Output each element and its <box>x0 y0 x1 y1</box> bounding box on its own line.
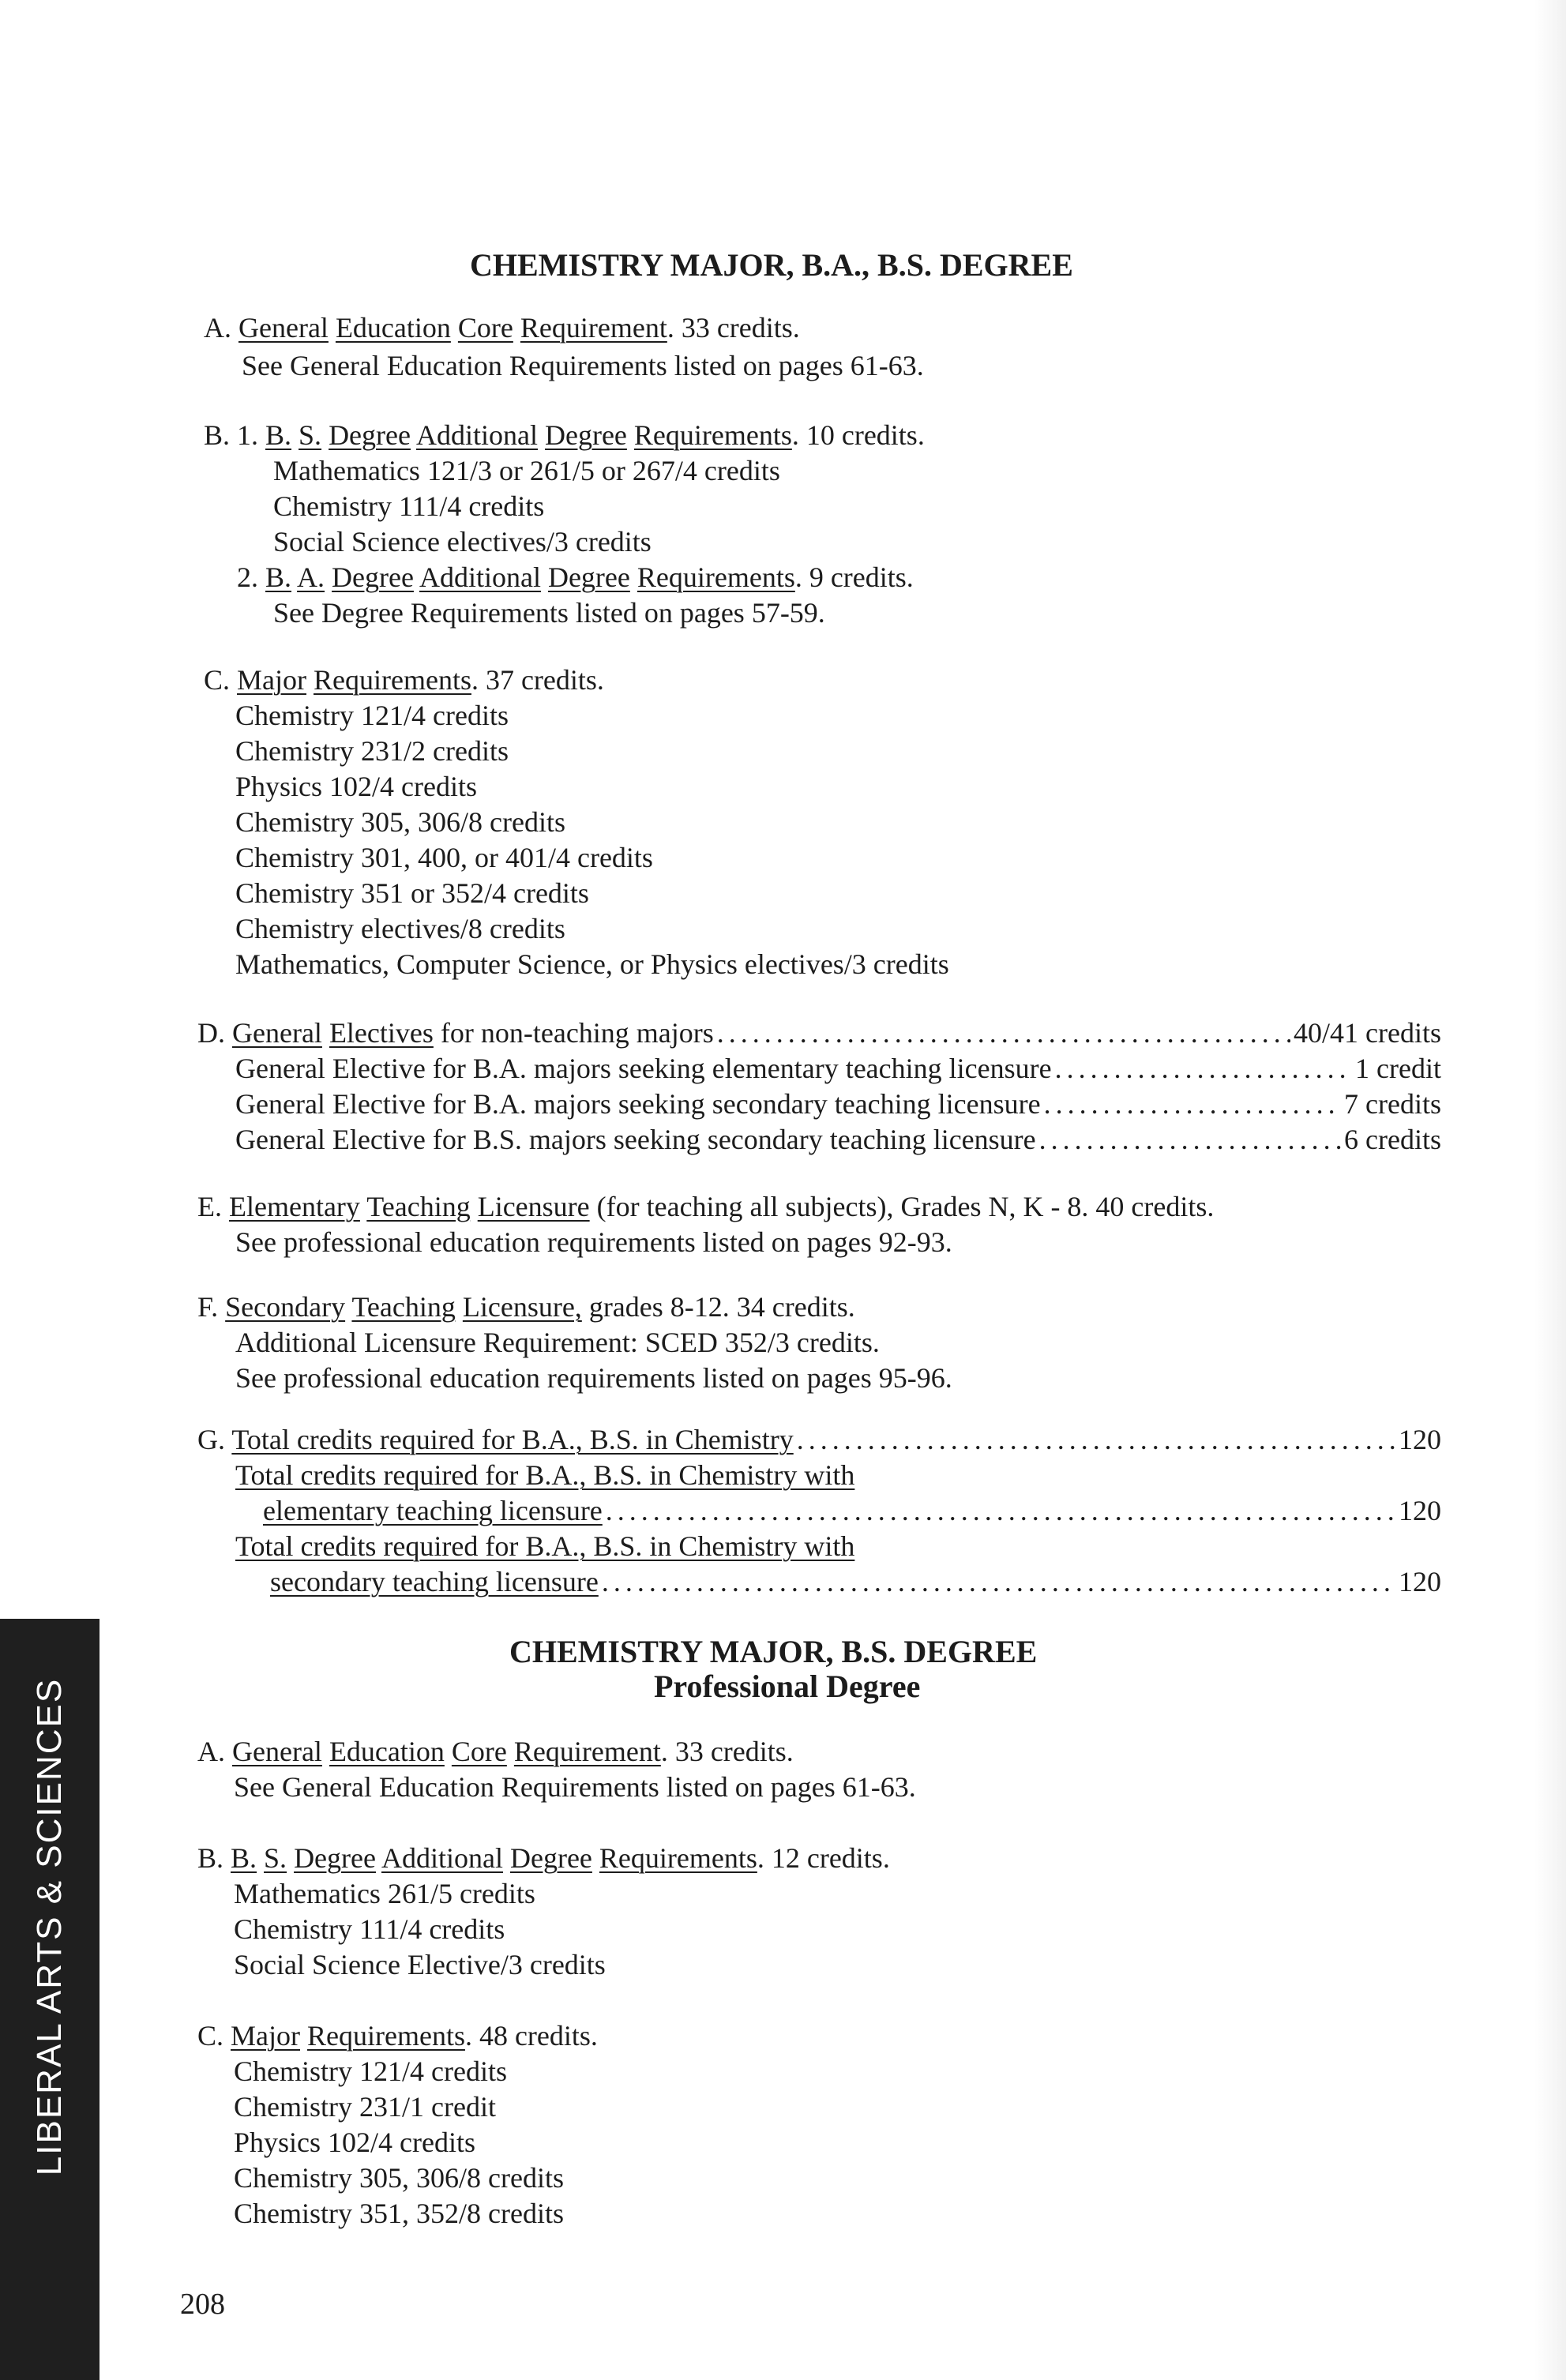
credit-value: 120 <box>1399 1495 1441 1526</box>
item-marker: F. <box>197 1291 219 1323</box>
elective-label: General Elective for B.A. majors seeking secondary teaching licensure <box>235 1088 1041 1120</box>
item-text: grades 8-12. 34 credits. <box>581 1291 855 1323</box>
item-b-heading <box>197 1840 890 1876</box>
item-f-subline: See professional education requirements listed on pages 95-96. <box>235 1362 952 1394</box>
item-marker: A. <box>197 1736 225 1767</box>
elective-row <box>235 1050 1441 1087</box>
item-text: (for teaching all subjects), Grades N, K - 8. 40 credits. <box>589 1191 1215 1222</box>
item-marker: B. 1. <box>204 419 259 451</box>
underlined-word: Requirements <box>307 2020 465 2052</box>
list-item: Chemistry 351 or 352/4 credits <box>235 877 589 909</box>
underlined-word: Secondary <box>225 1291 346 1323</box>
underlined-word: Major <box>231 2020 300 2052</box>
item-text: . 37 credits. <box>471 664 604 696</box>
list-item: Chemistry 111/4 credits <box>234 1913 505 1945</box>
item-c-heading <box>204 662 604 698</box>
underlined-word: Additional <box>419 561 541 593</box>
underlined-word: Core <box>457 312 513 343</box>
underlined-word: General <box>238 312 329 343</box>
item-marker: B. <box>197 1842 224 1874</box>
list-item: Physics 102/4 credits <box>234 2127 475 2158</box>
list-item: Chemistry 231/2 credits <box>235 735 509 767</box>
total-row <box>197 1421 1441 1458</box>
total-label: Total credits required for B.A., B.S. in Chemistry with <box>235 1530 855 1562</box>
underlined-word: Degree <box>547 561 630 593</box>
item-e-subline: See professional education requirements listed on pages 92-93. <box>235 1226 952 1258</box>
item-text: . 33 credits. <box>660 1736 794 1767</box>
underlined-word: Requirement <box>520 312 667 343</box>
elective-label: General Elective for B.A. majors seeking elementary teaching licensure <box>235 1053 1052 1084</box>
item-c-heading <box>197 2018 598 2054</box>
list-item: Chemistry electives/8 credits <box>235 913 565 944</box>
credit-value: 6 credits <box>1344 1124 1441 1155</box>
item-a-subline: See General Education Requirements listed on pages 61-63. <box>234 1771 916 1803</box>
underlined-word: General <box>232 1017 322 1049</box>
list-item: Mathematics, Computer Science, or Physics electives/3 credits <box>235 948 949 980</box>
underlined-word: Licensure <box>477 1191 590 1222</box>
underlined-word: S. <box>264 1842 287 1874</box>
page-number: 208 <box>180 2288 225 2321</box>
underlined-word: Teaching <box>351 1291 456 1323</box>
dot-leader <box>1044 1086 1341 1122</box>
credit-value: 120 <box>1399 1566 1441 1597</box>
underlined-word: Requirements <box>637 561 795 593</box>
page-edge-shadow <box>1534 0 1566 2380</box>
item-marker: 2. <box>237 561 258 593</box>
underlined-word: Additional <box>416 419 538 451</box>
section-subtitle: Professional Degree <box>654 1669 921 1704</box>
underlined-word: B. <box>265 419 292 451</box>
list-item: Physics 102/4 credits <box>235 771 477 802</box>
underlined-word: B. <box>265 561 292 593</box>
item-b2-subline: See Degree Requirements listed on pages 57-59. <box>273 597 825 629</box>
item-f-heading <box>197 1289 855 1325</box>
section-title: CHEMISTRY MAJOR, B.S. DEGREE <box>509 1634 1038 1669</box>
underlined-word: A. <box>297 561 325 593</box>
dot-leader <box>1055 1050 1352 1087</box>
total-row <box>270 1564 1441 1600</box>
item-text: . 48 credits. <box>464 2020 598 2052</box>
item-marker: E. <box>197 1191 222 1222</box>
item-b2-heading <box>237 559 914 595</box>
item-b-heading <box>204 417 925 453</box>
list-item: Social Science electives/3 credits <box>273 526 652 557</box>
underlined-word: Education <box>329 1736 445 1767</box>
underlined-word: Degree <box>294 1842 376 1874</box>
total-row <box>263 1492 1441 1529</box>
item-marker: D. <box>197 1017 225 1049</box>
item-text: . 9 credits. <box>794 561 914 593</box>
underlined-word: Teaching <box>366 1191 471 1222</box>
item-d-label <box>197 1015 714 1051</box>
list-item: Mathematics 121/3 or 261/5 or 267/4 credits <box>273 455 780 486</box>
list-item: Chemistry 351, 352/8 credits <box>234 2198 564 2229</box>
credit-value: 7 credits <box>1344 1088 1441 1120</box>
total-label: secondary teaching licensure <box>270 1566 599 1597</box>
credit-value: 40/41 credits <box>1294 1017 1441 1049</box>
underlined-word: Additional <box>381 1842 503 1874</box>
elective-row <box>235 1121 1441 1158</box>
elective-row <box>235 1086 1441 1122</box>
item-marker: C. <box>204 664 231 696</box>
underlined-word: Electives <box>329 1017 434 1049</box>
item-a-heading <box>204 310 800 346</box>
underlined-word: Degree <box>329 419 411 451</box>
item-a-subline: See General Education Requirements listed on pages 61-63. <box>242 350 924 381</box>
list-item: Chemistry 305, 306/8 credits <box>234 2162 564 2194</box>
underlined-word: Requirements <box>633 419 792 451</box>
underlined-word: Major <box>237 664 306 696</box>
underlined-word: Requirements <box>314 664 471 696</box>
underlined-word: Degree <box>332 561 414 593</box>
underlined-word: Requirements <box>599 1842 757 1874</box>
dot-leader <box>602 1564 1395 1600</box>
item-d-heading <box>197 1015 1441 1051</box>
total-label: elementary teaching licensure <box>263 1495 603 1526</box>
item-text: . 33 credits. <box>667 312 800 343</box>
item-text: . 10 credits. <box>791 419 925 451</box>
dot-leader <box>606 1492 1395 1529</box>
underlined-word: Degree <box>544 419 627 451</box>
list-item: Chemistry 111/4 credits <box>273 490 545 522</box>
list-item: Chemistry 305, 306/8 credits <box>235 806 565 838</box>
section-tab-label: LIBERAL ARTS & SCIENCES <box>30 1677 69 2176</box>
underlined-word: S. <box>299 419 322 451</box>
item-marker: G. <box>197 1424 225 1455</box>
credit-value: 120 <box>1399 1424 1441 1455</box>
dot-leader <box>1039 1121 1341 1158</box>
dot-leader <box>717 1015 1290 1051</box>
item-text: for non-teaching majors <box>433 1017 714 1049</box>
elective-label: General Elective for B.S. majors seeking secondary teaching licensure <box>235 1124 1036 1155</box>
item-text: . 12 credits. <box>757 1842 890 1874</box>
list-item: Chemistry 301, 400, or 401/4 credits <box>235 842 653 873</box>
list-item: Mathematics 261/5 credits <box>234 1878 535 1909</box>
dot-leader <box>797 1421 1395 1458</box>
item-a-heading <box>197 1733 794 1770</box>
list-item: Chemistry 121/4 credits <box>235 700 509 731</box>
underlined-word: General <box>232 1736 322 1767</box>
underlined-word: Core <box>451 1736 507 1767</box>
underlined-word: Education <box>335 312 451 343</box>
section-title: CHEMISTRY MAJOR, B.A., B.S. DEGREE <box>470 247 1073 283</box>
list-item: Chemistry 121/4 credits <box>234 2055 507 2087</box>
underlined-word: Requirement <box>513 1736 661 1767</box>
item-marker: C. <box>197 2020 224 2052</box>
total-label: Total credits required for B.A., B.S. in Chemistry with <box>235 1459 855 1491</box>
total-label: Total credits required for B.A., B.S. in Chemistry <box>231 1424 794 1455</box>
list-item: Chemistry 231/1 credit <box>234 2091 496 2123</box>
underlined-word: B. <box>231 1842 257 1874</box>
item-f-subline: Additional Licensure Requirement: SCED 352/3 credits. <box>235 1327 880 1358</box>
item-e-heading <box>197 1188 1214 1225</box>
underlined-word: Degree <box>509 1842 592 1874</box>
list-item: Social Science Elective/3 credits <box>234 1949 606 1980</box>
item-marker: A. <box>204 312 231 343</box>
credit-value: 1 credit <box>1355 1053 1441 1084</box>
underlined-word: Elementary <box>229 1191 360 1222</box>
underlined-word: Licensure, <box>462 1291 582 1323</box>
